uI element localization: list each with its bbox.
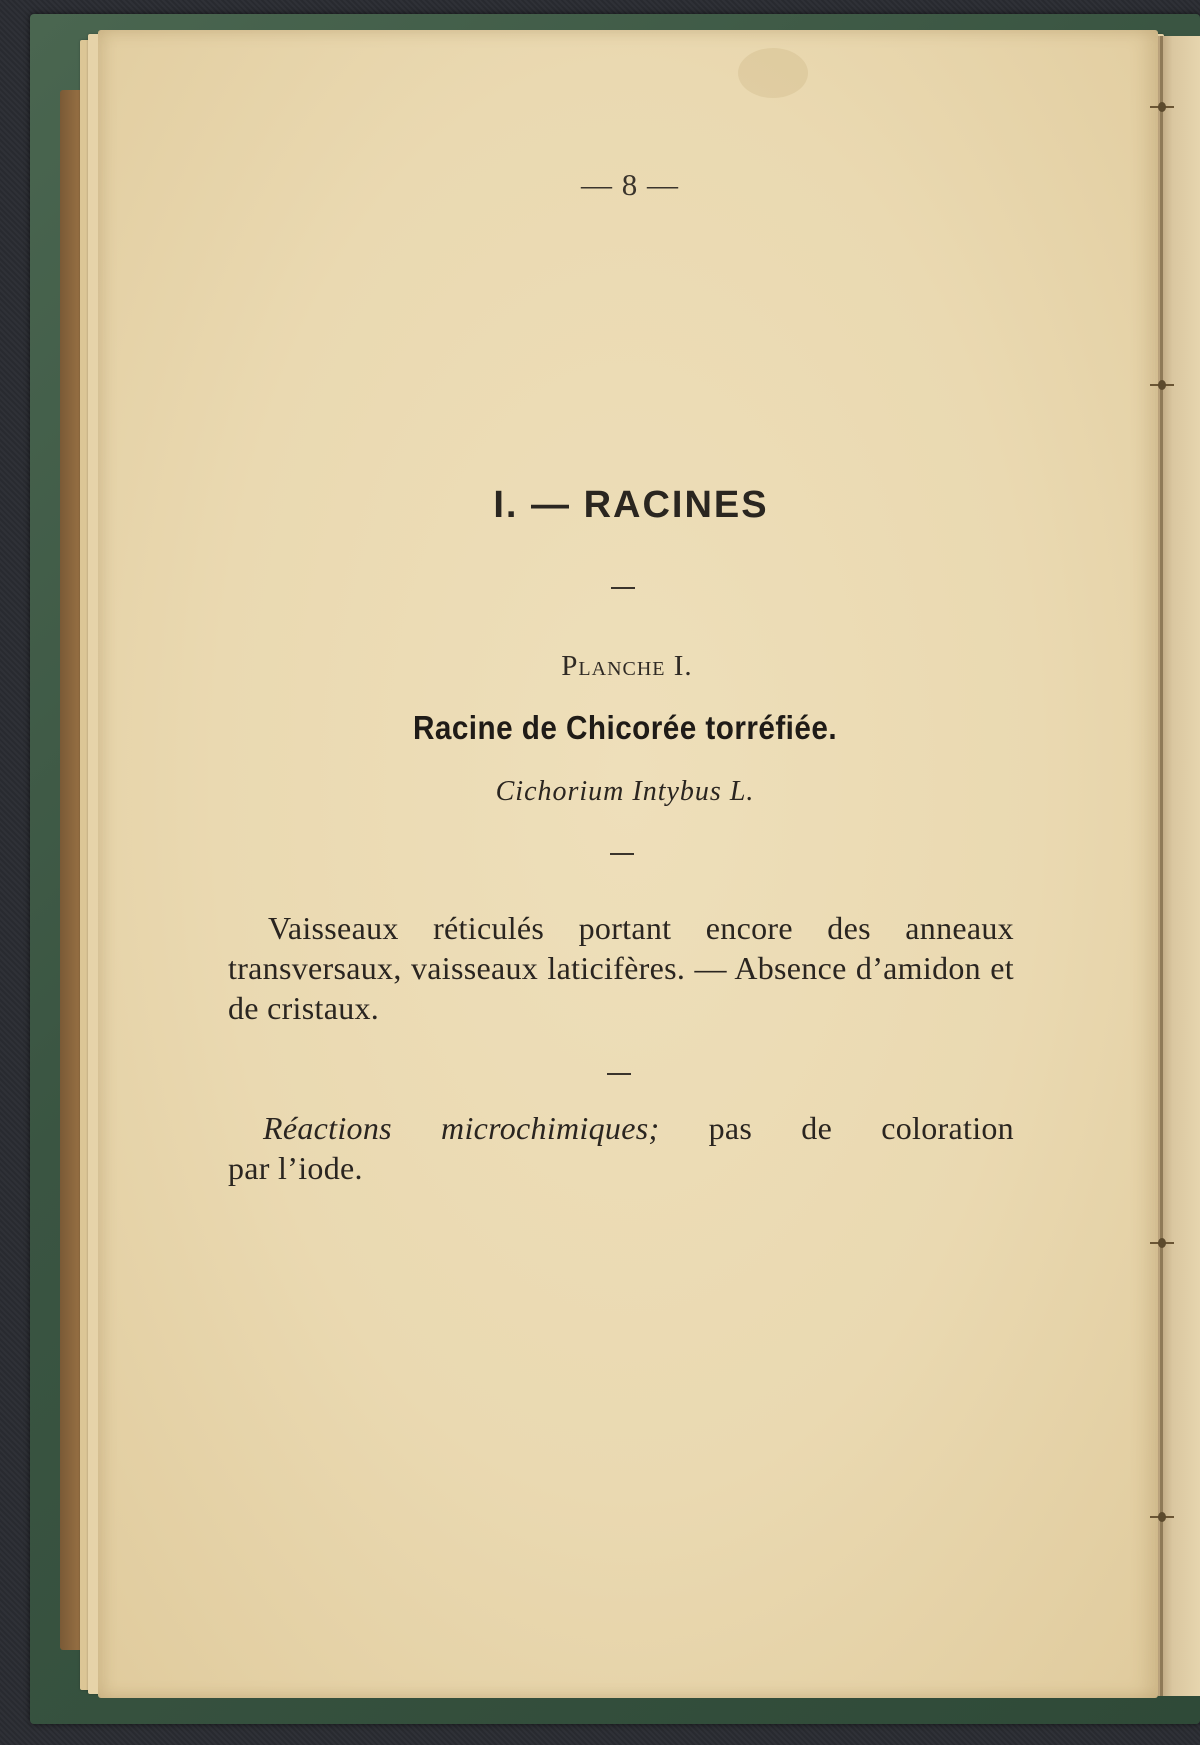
facing-page-strip [1158, 36, 1200, 1696]
binding-stitch [1150, 380, 1174, 390]
reactions-rest-line1: pas de coloration [708, 1110, 1014, 1146]
plant-name-heading: Racine de Chicorée torréfiée. [412, 709, 838, 746]
binding-stitch [1150, 1238, 1174, 1248]
separator-rule [611, 587, 635, 589]
section-title: I. — RACINES [493, 484, 769, 526]
reactions-first-line [228, 1108, 1014, 1148]
description-paragraph [228, 908, 1014, 1028]
separator-rule [610, 853, 634, 855]
description-text: Vaisseaux réticulés portant encore des anneaux transversaux, vaisseaux laticifères. — Absence d’amidon et de cristaux. [228, 910, 1014, 1026]
paper-stain [738, 48, 808, 98]
reactions-rest-line2: par l’iode. [228, 1150, 363, 1186]
separator-rule [607, 1073, 631, 1075]
plate-label [0, 650, 1200, 683]
reactions-lead: Réactions microchimiques; [263, 1110, 660, 1146]
reactions-paragraph [228, 1108, 1014, 1188]
binding-gutter [1160, 36, 1163, 1696]
page-number: — 8 — [581, 167, 679, 202]
binding-stitch [1150, 102, 1174, 112]
binding-stitch [1150, 1512, 1174, 1522]
plate-label-text: Planche I. [561, 650, 693, 682]
book-page [98, 30, 1158, 1698]
latin-name: Cichorium Intybus L. [495, 776, 755, 807]
